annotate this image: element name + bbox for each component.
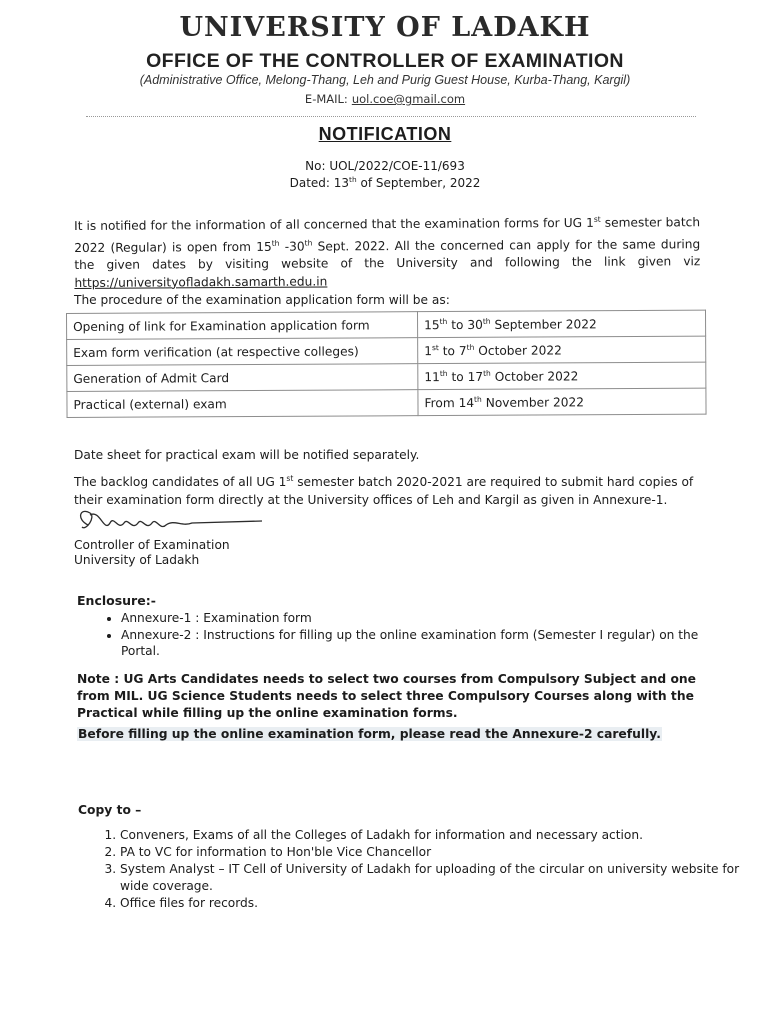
note-text: Note : UG Arts Candidates needs to select two courses from Compulsory Subject and one from MIL. UG Science Students needs to select three Compulsory Courses along with the Practical while filling up the online examination forms. xyxy=(77,672,696,720)
schedule-table xyxy=(66,310,707,418)
email-line xyxy=(0,92,770,106)
list-item: • Annexure-1 : Examination form xyxy=(121,610,741,627)
table-row xyxy=(67,362,706,391)
list-item: • Annexure-2 : Instructions for filling up the online examination form (Semester I regular) on the Portal. xyxy=(121,627,741,660)
enclosure-heading: Enclosure:- xyxy=(77,593,156,608)
enclosure-list xyxy=(77,610,741,660)
notification-date: Dated: 13th of September, 2022 xyxy=(289,175,481,190)
datesheet-note: Date sheet for practical exam will be notified separately. xyxy=(74,448,420,462)
notification-number: No: UOL/2022/COE-11/693 xyxy=(305,159,465,173)
portal-link[interactable]: https://universityofladakh.samarth.edu.in xyxy=(74,274,328,290)
office-address: (Administrative Office, Melong-Thang, Leh and Purig Guest House, Kurba-Thang, Kargil) xyxy=(139,73,631,87)
schedule-activity-cell: Exam form verification (at respective colleges) xyxy=(67,338,418,366)
schedule-activity-cell: Generation of Admit Card xyxy=(67,364,418,392)
list-item: 1. Conveners, Exams of all the Colleges of Ladakh for information and necessary action. xyxy=(120,827,740,844)
before-filling-note: Before filling up the online examination form, please read the Annexure-2 carefully. xyxy=(78,727,661,741)
email-label: E-MAIL: xyxy=(304,92,348,106)
list-item: 4. Office files for records. xyxy=(120,895,740,912)
notification-paragraph-text: It is notified for the information of all concerned that the examination forms for UG 1st semester batch 2022 (Regular) is open from 15th -30th Sept. 2022. All the concerned can apply for the same during the given dates by visiting website of the University and following the link given viz xyxy=(74,214,701,273)
schedule-date-cell: 1st to 7th October 2022 xyxy=(418,336,706,364)
schedule-activity-cell: Practical (external) exam xyxy=(67,390,418,418)
schedule-date-cell: From 14th November 2022 xyxy=(418,388,706,416)
table-row xyxy=(67,336,706,365)
list-item: 2. PA to VC for information to Hon'ble Vice Chancellor xyxy=(120,844,740,861)
signatory-organization: University of Ladakh xyxy=(74,553,200,567)
signatory-designation: Controller of Examination xyxy=(74,538,230,552)
notification-title-wrap xyxy=(0,124,770,145)
list-item: 3. System Analyst – IT Cell of University of Ladakh for uploading of the circular on university website for wide coverage. xyxy=(120,861,740,894)
schedule-date-cell: 15th to 30th September 2022 xyxy=(417,310,705,338)
table-row xyxy=(67,388,706,417)
procedure-intro: The procedure of the examination application form will be as: xyxy=(74,293,450,307)
office-name: OFFICE OF THE CONTROLLER OF EXAMINATION xyxy=(146,50,624,72)
university-name: UNIVERSITY OF LADAKH xyxy=(179,12,591,43)
copy-to-heading: Copy to – xyxy=(78,803,142,817)
notification-paragraph xyxy=(74,210,700,292)
copy-to-list xyxy=(78,827,740,912)
email-link[interactable]: uol.coe@gmail.com xyxy=(351,92,466,106)
schedule-date-cell: 11th to 17th October 2022 xyxy=(418,362,706,390)
notification-title: NOTIFICATION xyxy=(318,124,452,144)
table-row xyxy=(67,310,706,339)
header-divider xyxy=(86,116,696,117)
signature-image xyxy=(74,505,274,539)
backlog-note: The backlog candidates of all UG 1st semester batch 2020-2021 are required to submit hard copies of their examination form directly at the University offices of Leh and Kargil as given in Annexure-1. xyxy=(74,474,694,507)
schedule-activity-cell: Opening of link for Examination application form xyxy=(67,312,418,340)
